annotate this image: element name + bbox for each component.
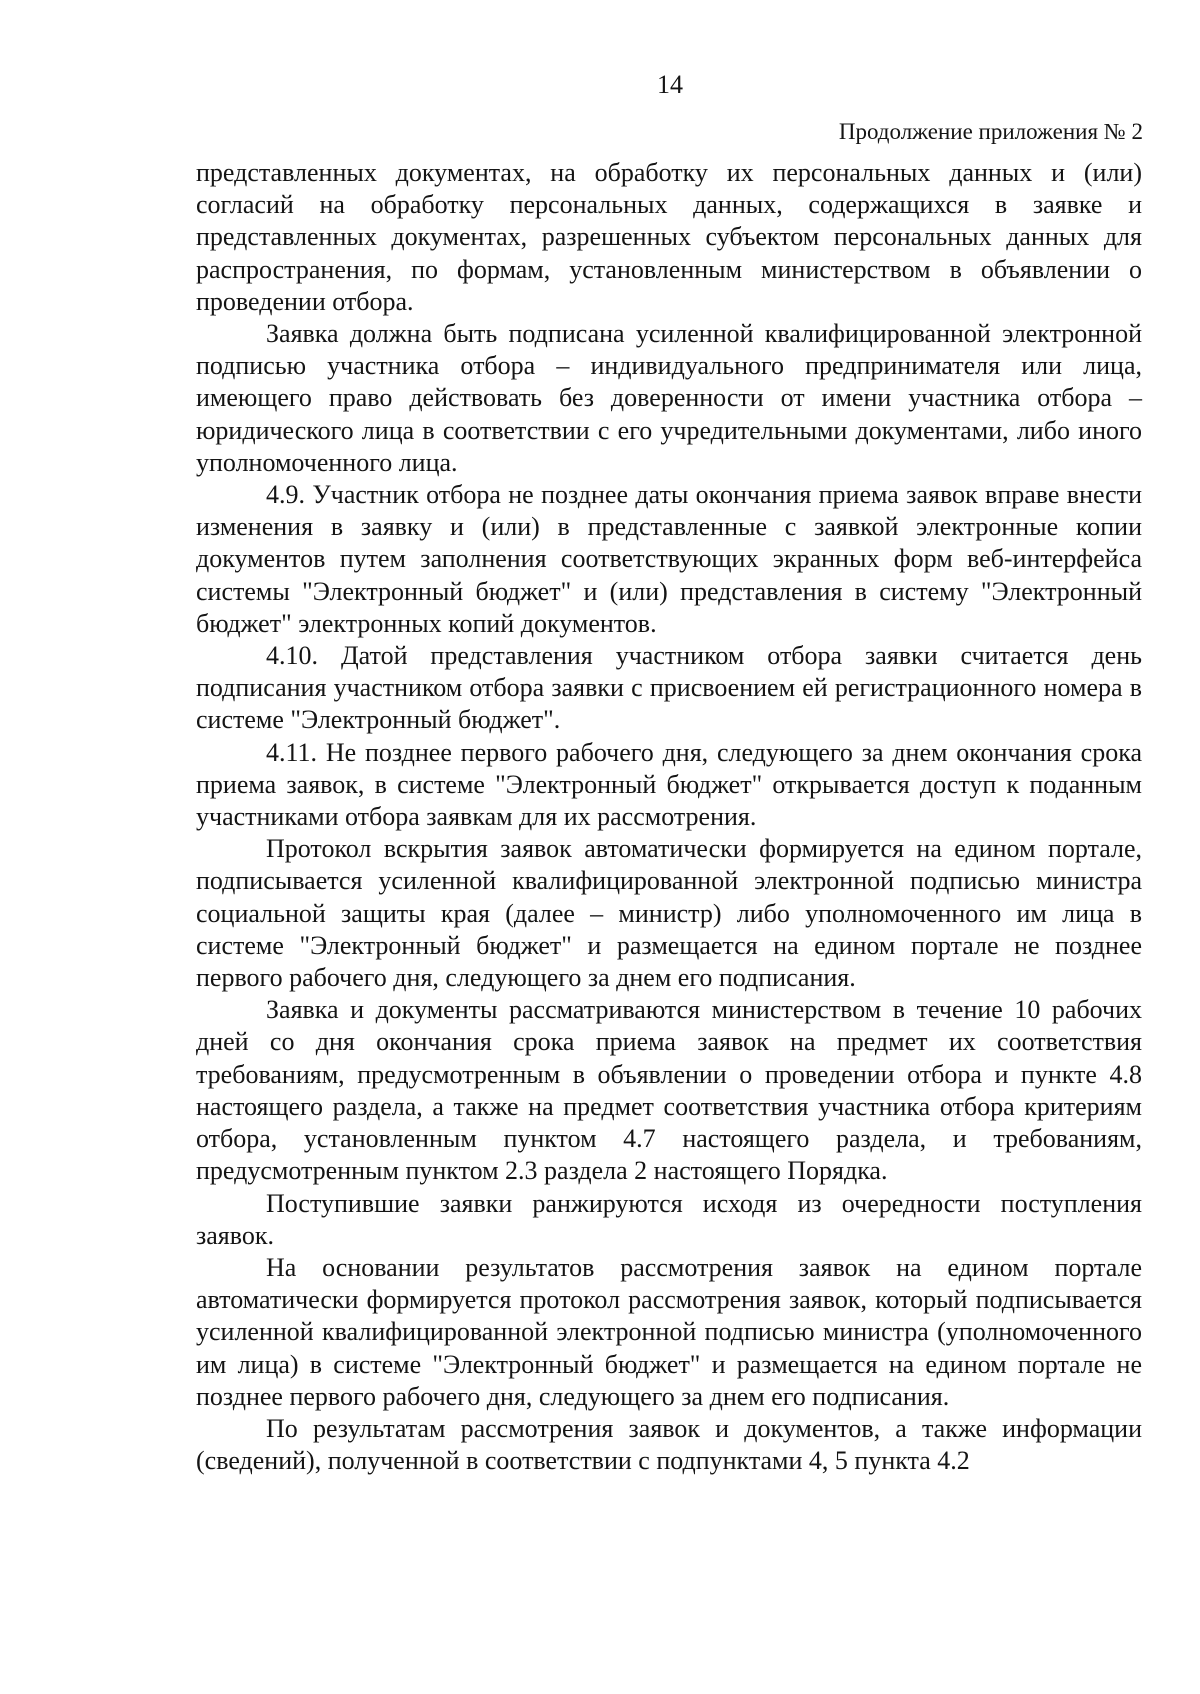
paragraph-review-results: По результатам рассмотрения заявок и документов, а также информации (сведений), полученной в соответствии с подпунктами 4, 5 пункта 4.2 <box>196 1413 1142 1476</box>
running-header: Продолжение приложения № 2 <box>838 119 1143 144</box>
paragraph-review-protocol: На основании результатов рассмотрения заявок на едином портале автоматически формируется протокол рассмотрения заявок, который подписывается усиленной квалифицированной электронной подписью министра (уполномоченного им лица) в системе "Электронный бюджет" и размещается на едином портале не позднее первого рабочего дня, следующего за днем его подписания. <box>196 1252 1142 1411</box>
paragraph-4-11: 4.11. Не позднее первого рабочего дня, следующего за днем окончания срока приема заявок, в системе "Электронный бюджет" открывается доступ к поданным участниками отбора заявкам для их рассмотрения. <box>196 737 1142 832</box>
paragraph-review-period: Заявка и документы рассматриваются министерством в течение 10 рабочих дней со дня окончания срока приема заявок на предмет их соответствия требованиям, предусмотренным в объявлении о проведении отбора и пункте 4.8 настоящего раздела, а также на предмет соответствия участника отбора критериям отбора, установленным пунктом 4.7 настоящего раздела, и требованиям, предусмотренным пунктом 2.3 раздела 2 настоящего Порядка. <box>196 995 1142 1186</box>
paragraph-opening-protocol: Протокол вскрытия заявок автоматически формируется на едином портале, подписывается усиленной квалифицированной электронной подписью министра социальной защиты края (далее – министр) либо уполномоченного им лица в системе "Электронный бюджет" и размещается на едином портале не позднее первого рабочего дня, следующего за днем его подписания. <box>196 834 1142 993</box>
page-number: 14 <box>657 70 683 99</box>
document-body <box>196 157 1142 1477</box>
paragraph-continuation: представленных документах, на обработку их персональных данных и (или) согласий на обработку персональных данных, содержащихся в заявке и представленных документах, разрешенных субъектом персональных данных для распространения, по формам, установленным министерством в объявлении о проведении отбора. <box>196 158 1142 316</box>
paragraph-4-10: 4.10. Датой представления участником отбора заявки считается день подписания участником отбора заявки с присвоением ей регистрационного номера в системе "Электронный бюджет". <box>196 641 1142 735</box>
paragraph-signature-requirement: Заявка должна быть подписана усиленной квалифицированной электронной подписью участника отбора – индивидуального предпринимателя или лица, имеющего право действовать без доверенности от имени участника отбора – юридического лица в соответствии с его учредительными документами, либо иного уполномоченного лица. <box>196 319 1142 477</box>
paragraph-ranking: Поступившие заявки ранжируются исходя из очередности поступления заявок. <box>196 1188 1142 1250</box>
paragraph-4-9: 4.9. Участник отбора не позднее даты окончания приема заявок вправе внести изменения в заявку и (или) в представленные с заявкой электронные копии документов путем заполнения соответствующих экранных форм веб-интерфейса системы "Электронный бюджет" и (или) представления в систему "Электронный бюджет" электронных копий документов. <box>196 480 1142 638</box>
